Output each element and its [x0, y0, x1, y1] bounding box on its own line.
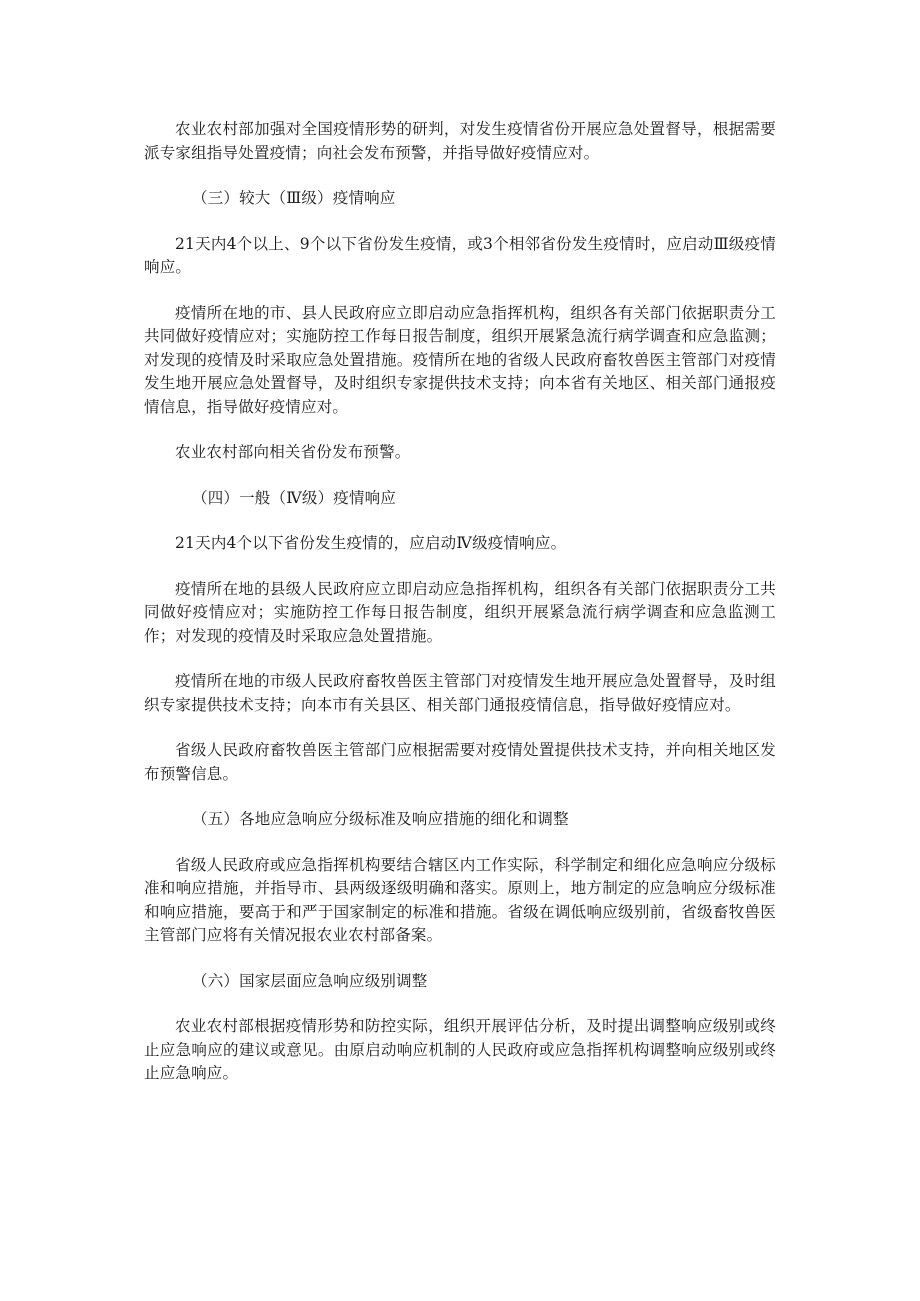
paragraph-level-4-county-measures: 疫情所在地的县级人民政府应立即启动应急指挥机构，组织各有关部门依据职责分工共同做好疫情应对；实施防控工作每日报告制度，组织开展紧急流行病学调查和应急监测工作；对发现的疫情及时采取应急处置措施。 — [144, 579, 776, 645]
document-page — [144, 118, 776, 1108]
paragraph-agri-ministry-research: 农业农村部加强对全国疫情形势的研判，对发生疫情省份开展应急处置督导，根据需要派专家组指导处置疫情；向社会发布预警，并指导做好疫情应对。 — [144, 120, 776, 162]
paragraph-level-3-measures: 疫情所在地的市、县人民政府应立即启动应急指挥机构，组织各有关部门依据职责分工共同做好疫情应对；实施防控工作每日报告制度，组织开展紧急流行病学调查和应急监测；对发现的疫情及时采取应急处置措施。疫情所在地的省级人民政府畜牧兽医主管部门对疫情发生地开展应急处置督导，及时组织专家提供技术支持；向本省有关地区、相关部门通报疫情信息，指导做好疫情应对。 — [144, 303, 776, 416]
paragraph-level-4-criteria: 21天内4个以下省份发生疫情的，应启动Ⅳ级疫情响应。 — [175, 534, 567, 552]
paragraph-national-adjustment: 农业农村部根据疫情形势和防控实际，组织开展评估分析，及时提出调整响应级别或终止应急响应的建议或意见。由原启动响应机制的人民政府或应急指挥机构调整响应级别或终止应急响应。 — [144, 1017, 776, 1082]
heading-level-4-response: （四）一般（Ⅳ级）疫情响应 — [192, 488, 397, 507]
paragraph-level-3-criteria: 21天内4个以上、9个以下省份发生疫情，或3个相邻省份发生疫情时，应启动Ⅲ级疫情响应。 — [144, 234, 776, 276]
heading-national-adjustment: （六）国家层面应急响应级别调整 — [192, 971, 428, 990]
heading-local-standards: （五）各地应急响应分级标准及响应措施的细化和调整 — [192, 810, 569, 828]
paragraph-level-4-city-measures: 疫情所在地的市级人民政府畜牧兽医主管部门对疫情发生地开展应急处置督导，及时组织专家提供技术支持；向本市有关县区、相关部门通报疫情信息，指导做好疫情应对。 — [144, 672, 776, 714]
paragraph-level-3-warning: 农业农村部向相关省份发布预警。 — [175, 443, 411, 461]
heading-level-3-response: （三）较大（Ⅲ级）疫情响应 — [192, 189, 396, 207]
paragraph-level-4-province-support: 省级人民政府畜牧兽医主管部门应根据需要对疫情处置提供技术支持，并向相关地区发布预警信息。 — [144, 741, 776, 783]
paragraph-local-standards: 省级人民政府或应急指挥机构要结合辖区内工作实际，科学制定和细化应急响应分级标准和响应措施，并指导市、县两级逐级明确和落实。原则上，地方制定的应急响应分级标准和响应措施，要高于和严于国家制定的标准和措施。省级在调低响应级别前，省级畜牧兽医主管部门应将有关情况报农业农村部备案。 — [144, 855, 776, 944]
